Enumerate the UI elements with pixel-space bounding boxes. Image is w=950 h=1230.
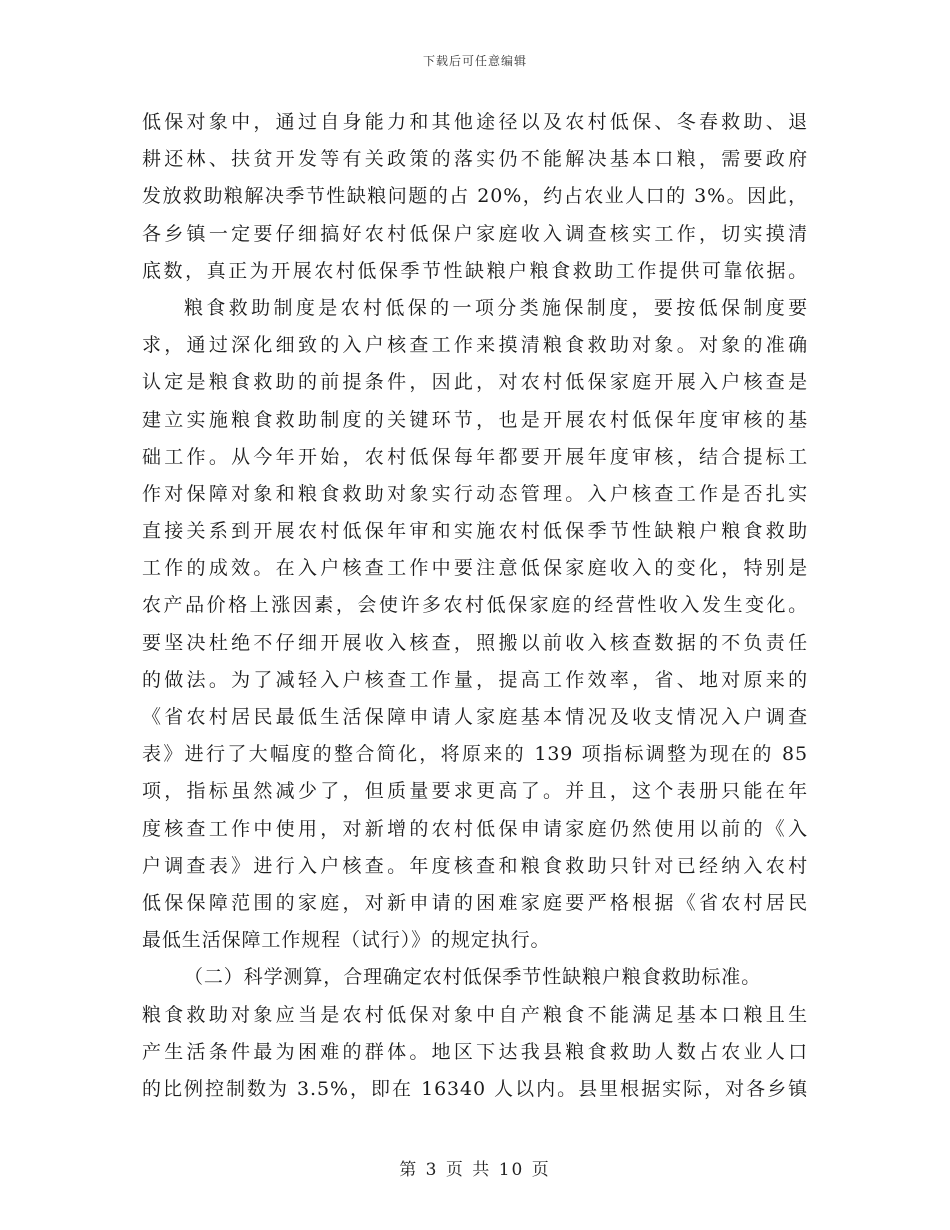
section-heading-line: （二）科学测算，合理确定农村低保季节性缺粮户粮食救助标准。: [184, 966, 762, 989]
text-line: 项，指标虽然减少了，但质量要求更高了。并且，这个表册只能在年: [142, 780, 808, 803]
text-line: 表》进行了大幅度的整合简化，将原来的 139 项指标调整为现在的 85: [142, 743, 808, 766]
text-line: 直接关系到开展农村低保年审和实施农村低保季节性缺粮户粮食救助: [142, 520, 808, 543]
text-line: 农产品价格上涨因素，会使许多农村低保家庭的经营性收入发生变化。: [142, 594, 808, 617]
text-line: 的比例控制数为 3.5%，即在 16340 人以内。县里根据实际，对各乡镇: [142, 1077, 808, 1100]
text-line: 《省农村居民最低生活保障申请人家庭基本情况及收支情况入户调查: [142, 706, 808, 728]
paragraph-end-line: 最低生活保障工作规程（试行）》的规定执行。: [142, 929, 551, 952]
text-line: 认定是粮食救助的前提条件，因此，对农村低保家庭开展入户核查是: [142, 371, 808, 394]
document-body: [142, 104, 808, 1108]
text-line: 础工作。从今年开始，农村低保每年都要开展年度审核，结合提标工: [142, 445, 808, 468]
page-footer: 第 3 页 共 10 页: [399, 1160, 551, 1180]
text-line: 粮食救助对象应当是农村低保对象中自产粮食不能满足基本口粮且生: [142, 1003, 808, 1026]
text-line: 的做法。为了减轻入户核查工作量，提高工作效率，省、地对原来的: [142, 668, 808, 691]
text-line: 求，通过深化细致的入户核查工作来摸清粮食救助对象。对象的准确: [142, 334, 808, 357]
text-line: 各乡镇一定要仔细搞好农村低保户家庭收入调查核实工作，切实摸清: [142, 222, 808, 245]
text-line: 工作的成效。在入户核查工作中要注意低保家庭收入的变化，特别是: [142, 557, 808, 580]
text-line: 发放救助粮解决季节性缺粮问题的占 20%，约占农业人口的 3%。因此，: [142, 185, 808, 208]
paragraph-start-line: 粮食救助制度是农村低保的一项分类施保制度，要按低保制度要: [184, 296, 808, 319]
text-line: 作对保障对象和粮食救助对象实行动态管理。入户核查工作是否扎实: [142, 482, 808, 505]
text-line: 度核查工作中使用，对新增的农村低保申请家庭仍然使用以前的《入: [142, 817, 808, 840]
text-line: 耕还林、扶贫开发等有关政策的落实仍不能解决基本口粮，需要政府: [142, 148, 808, 171]
text-line: 建立实施粮食救助制度的关键环节，也是开展农村低保年度审核的基: [142, 408, 808, 431]
text-line: 产生活条件最为困难的群体。地区下达我县粮食救助人数占农业人口: [142, 1040, 808, 1063]
text-line: 低保对象中，通过自身能力和其他途径以及农村低保、冬春救助、退: [142, 111, 808, 133]
page-header: 下载后可任意编辑: [422, 54, 527, 68]
text-line: 户调查表》进行入户核查。年度核查和粮食救助只针对已经纳入农村: [142, 854, 808, 877]
text-line: 低保保障范围的家庭，对新申请的困难家庭要严格根据《省农村居民: [142, 891, 808, 914]
text-line: 要坚决杜绝不仔细开展收入核查，照搬以前收入核查数据的不负责任: [142, 631, 808, 654]
text-line: 底数，真正为开展农村低保季节性缺粮户粮食救助工作提供可靠依据。: [142, 259, 808, 282]
